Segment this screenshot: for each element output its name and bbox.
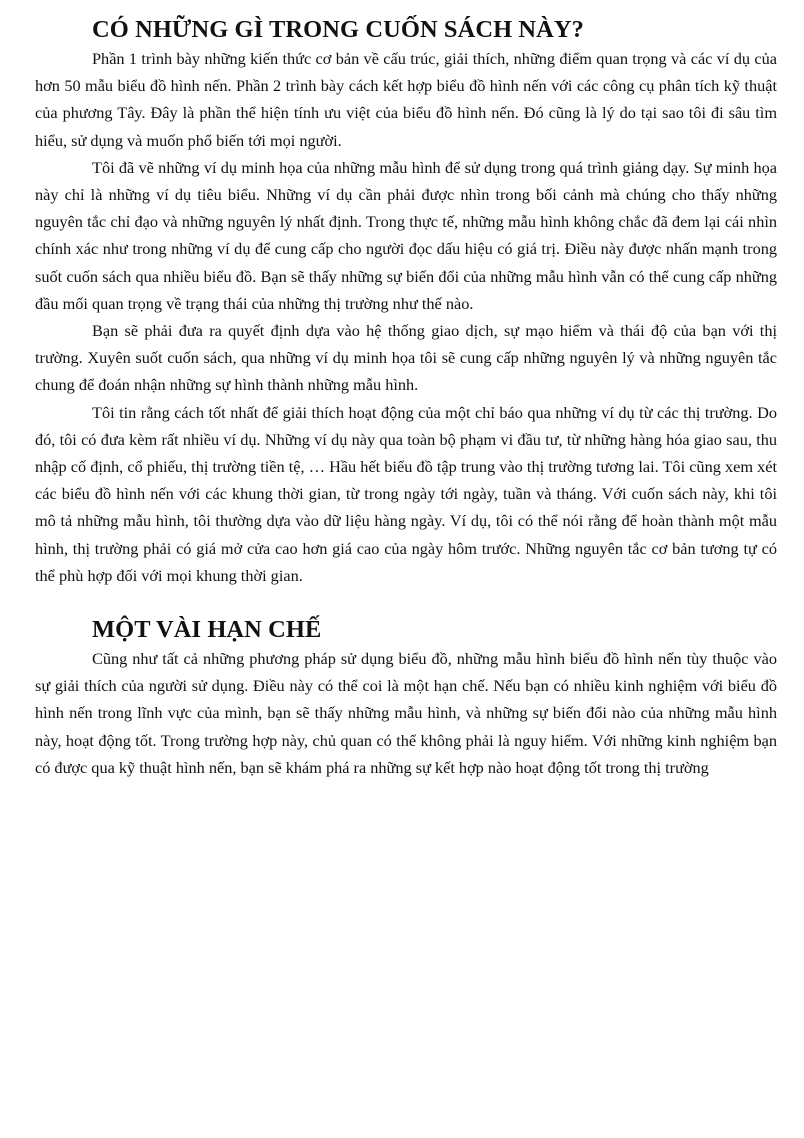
section-heading-book-contents: CÓ NHỮNG GÌ TRONG CUỐN SÁCH NÀY? <box>92 16 584 43</box>
paragraph-market-examples: Tôi tin rằng cách tốt nhất để giải thích hoạt động của một chỉ báo qua những ví dụ từ các thị trường. Do đó, tôi có đưa kèm rất nhiều ví dụ. Những ví dụ này qua toàn bộ phạm vi đầu tư, từ những hàng hóa giao sau, thu nhập cố định, cổ phiếu, thị trường tiền tệ, … Hầu hết biểu đồ tập trung vào thị trường tương lai. Tôi cũng xem xét các biểu đồ hình nến với các khung thời gian, từ trong ngày tới ngày, tuần và tháng. Với cuốn sách này, khi tôi mô tả những mẫu hình, tôi thường dựa vào dữ liệu hàng ngày. Ví dụ, tôi có thể nói rằng để hoàn thành một mẫu hình, thị trường phải có giá mở cửa cao hơn giá cao của ngày hôm trước. Những nguyên tắc cơ bản tương tự có thể phù hợp đối với mọi khung thời gian. <box>35 402 777 585</box>
paragraph-limitations: Cũng như tất cả những phương pháp sử dụng biểu đồ, những mẫu hình biểu đồ hình nến tùy thuộc vào sự giải thích của người sử dụng. Điều này có thể coi là một hạn chế. Nếu bạn có nhiều kinh nghiệm với biểu đồ hình nến trong lĩnh vực của mình, bạn sẽ thấy những mẫu hình, và những sự biến đổi nào của những mẫu hình này, hoạt động tốt. Trong trường hợp này, chủ quan có thể không phải là nguy hiểm. Với những kinh nghiệm bạn có được qua kỹ thuật hình nến, bạn sẽ khám phá ra những sự kết hợp nào hoạt động tốt trong thị trường <box>35 649 777 777</box>
paragraph-illustrations: Tôi đã vẽ những ví dụ minh họa của những mẫu hình để sử dụng trong quá trình giảng dạy. Sự minh họa này chỉ là những ví dụ tiêu biểu. Những ví dụ cần phải được nhìn trong bối cảnh mà chúng cho thấy những nguyên tắc chỉ đạo và những nguyên lý nhất định. Trong thực tế, những mẫu hình không chắc đã đem lại cái nhìn chính xác như trong những ví dụ để cung cấp cho người đọc dấu hiệu có giá trị. Điều này được nhấn mạnh trong suốt cuốn sách qua nhiều biểu đồ. Bạn sẽ thấy những sự biến đổi của những mẫu hình vẫn có thể cung cấp những đầu mối quan trọng về trạng thái của những thị trường như thế nào. <box>35 157 777 313</box>
section-heading-limitations: MỘT VÀI HẠN CHẾ <box>92 616 322 644</box>
document-page <box>35 0 777 781</box>
paragraph-trading-decisions: Bạn sẽ phải đưa ra quyết định dựa vào hệ thống giao dịch, sự mạo hiểm và thái độ của bạn với thị trường. Xuyên suốt cuốn sách, qua những ví dụ minh họa tôi sẽ cung cấp những nguyên lý và những nguyên tắc chung để đoán nhận những sự hình thành những mẫu hình. <box>35 321 777 395</box>
paragraph-part-overview: Phần 1 trình bày những kiến thức cơ bản về cấu trúc, giải thích, những điểm quan trọng và các ví dụ của hơn 50 mẫu biểu đồ hình nến. Phần 2 trình bày cách kết hợp biểu đồ hình nến với các công cụ phân tích kỹ thuật của phương Tây. Đây là phần thể hiện tính ưu việt của biểu đồ hình nến. Đó cũng là lý do tại sao tôi đi sâu tìm hiểu, sử dụng và muốn phổ biến tới mọi người. <box>35 49 777 150</box>
